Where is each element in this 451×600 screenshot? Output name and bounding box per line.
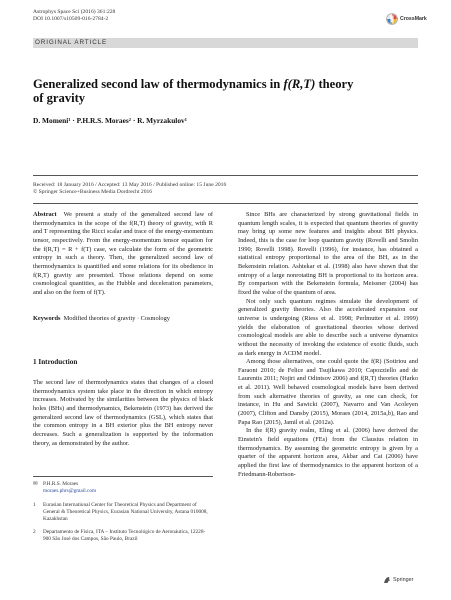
journal-citation: Astrophys Space Sci (2016) 361:228 xyxy=(33,9,116,15)
crossmark-label: CrossMark xyxy=(400,16,427,22)
email-link[interactable]: moraes.phrs@gmail.com xyxy=(43,487,97,494)
divider-top xyxy=(33,175,418,176)
title-math: f(R,T) xyxy=(283,77,316,91)
introduction-text: The second law of thermodynamics states that changes of a closed thermodynamics system take place in the direction in which entropy increases. Motivated by the similarities between the physics of black holes (BHs) and thermodynamics, Bekenstein (1973) has derived the generalized second law of thermodynamics (GSL), which states that the common entropy in a BH exterior plus the BH entropy never decreases. Such a generalization is supported by the information theory, as demonstrated by the author. xyxy=(33,379,213,447)
abstract-label: Abstract xyxy=(33,211,57,218)
article-type-banner: ORIGINAL ARTICLE xyxy=(33,38,418,48)
section-heading: 1 Introduction xyxy=(33,358,78,366)
publisher-logo: Springer xyxy=(383,576,413,584)
paragraph: Since BHs are characterized by strong gravitational fields in quantum length scales, it is expected that quantum theories of gravity may bring up some new features and insights about BH physics. Indeed, this is the case for loop quantum gravity (Rovelli and Smolin 1990; Rovelli 1998). Rovelli (1996), for instance, has obtained a statistical entropy proportional to the area of the BH, as in the Bekenstein relation. Ashtekar et al. (1998) also have shown that the entropy of a large nonrotating BH is proportional to its horizon area. By comparison with the Bekenstein formula, Meissner (2004) has fixed the value of the quantum of area. xyxy=(238,211,418,296)
affiliation-2: 2 Departamento de Física, ITA – Instituto Tecnológico de Aeronáutica, 12228-900 São José dos Campos, São Paulo, Brazil xyxy=(33,529,206,542)
crossmark-icon xyxy=(386,13,398,25)
affiliation-1: 1 Eurasian International Center for Theoretical Physics and Department of General & Theoretical Physics, Eurasian National University, Astana 010008, Kazakhstan xyxy=(33,502,208,522)
publication-dates: Received: 18 January 2016 / Accepted: 13 May 2016 / Published online: 15 June 2016 © Springer Science+Business Media Dordrecht 2016 xyxy=(33,182,227,195)
corresponding-author: ✉ P.H.R.S. Moraes moraes.phrs@gmail.com xyxy=(33,481,213,495)
article-title: Generalized second law of thermodynamics in f(R,T) theory of gravity xyxy=(33,77,354,105)
footnote-rule xyxy=(33,476,213,477)
paragraph: Among those alternatives, one could quote the f(R) (Sotiriou and Faraoni 2010; de Felice and Tsujikawa 2010; Capozziello and de Laurentis 2011; Nojiri and Odintsov 2006) and f(R,T) theories (Harko et al. 2011). Well behaved cosmological models have been derived from such alternative theories of gravity, as one can check, for instance, in Hu and Sawicki (2007), Navarro and Van Acoleyen (2007), Clifton and Dansby (2015), Moraes (2014, 2015a,b), Rao and Papa Rao (2015), Jamil et al. (2012a). xyxy=(238,358,418,426)
abstract-text: We present a study of the generalized second law of thermodynamics in the scope of the f(R,T) theory of gravity, with R and T representing the Ricci scalar and trace of the energy-momentum tensor, respectively. From the energy-momentum tensor equation for the f(R,T) = R + f(T) case, we calculate the form of the geometric entropy in such a theory. Then, the generalized second law of thermodynamics is quantified and some relations for its obedience in f(R,T) gravity are presented. Those relations depend on some cosmological quantities, as the Hubble and deceleration parameters, and also on the form of f(T). xyxy=(33,211,213,296)
author-list: D. Momeni¹ · P.H.R.S. Moraes² · R. Myrzakulov¹ xyxy=(33,116,187,125)
paragraph: In the f(R) gravity realm, Eling et al. (2006) have derived the Einstein's field equations (FEs) from the Clausius relation in thermodynamics. By assuming the geometric entropy is given by a quarter of the apparent horizon area, Akbar and Cai (2006) have applied the first law of thermodynamics to the apparent horizon of a Friedmann-Robertson- xyxy=(238,427,418,478)
right-column xyxy=(238,211,418,479)
envelope-icon: ✉ xyxy=(33,481,38,487)
springer-horse-icon xyxy=(383,576,391,584)
crossmark-badge[interactable] xyxy=(386,13,427,25)
running-header xyxy=(33,9,115,23)
doi[interactable]: DOI 10.1007/s10509-016-2784-2 xyxy=(33,16,109,23)
divider-bottom xyxy=(33,203,418,204)
abstract xyxy=(33,211,213,298)
keywords: Keywords Modified theories of gravity · Cosmology xyxy=(33,315,170,322)
paragraph: Not only such quantum regimes simulate the development of generalized gravity theories. Also the accelerated expansion our universe is undergoing (Riess et al. 1998; Perlmutter et al. 1999) yields the elaboration of gravitational theories whose derived cosmological models are able to describe such a universe dynamics without the necessity of invoking the existence of exotic fluids, such as dark energy in ΛCDM model. xyxy=(238,297,418,357)
